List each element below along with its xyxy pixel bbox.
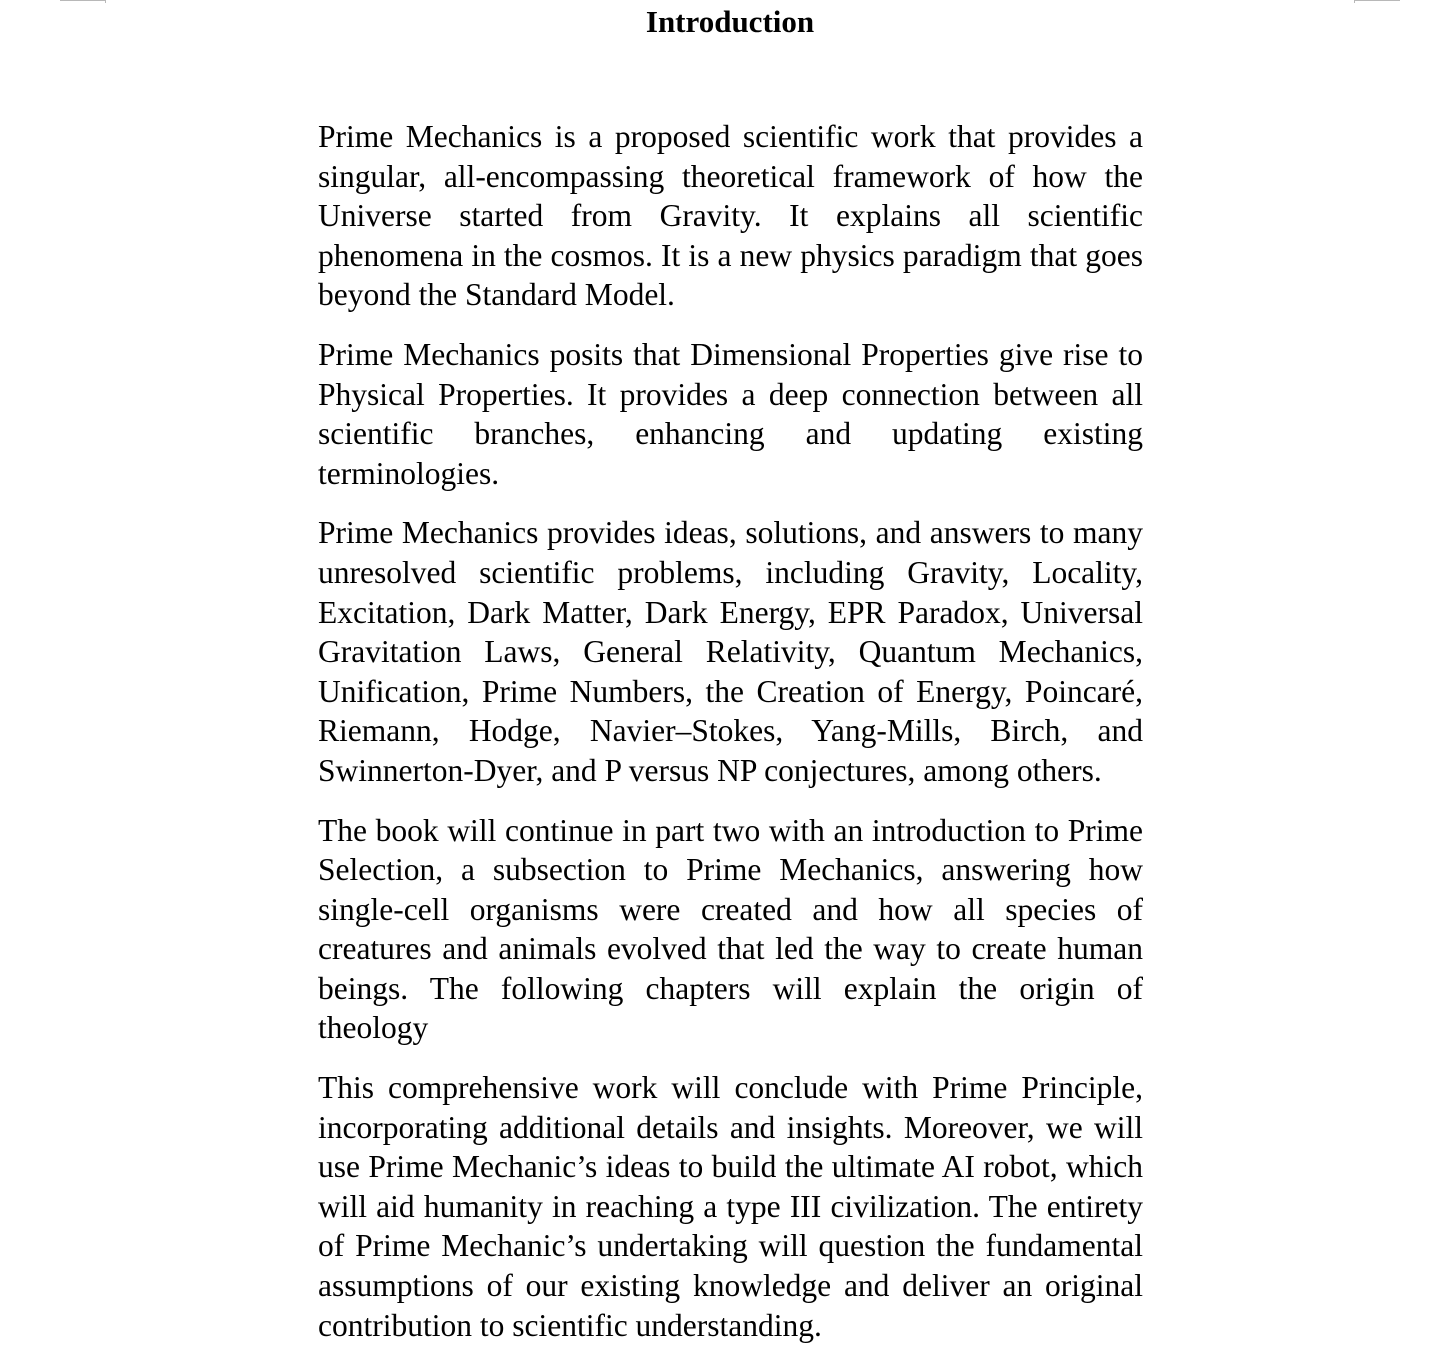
page-title: Introduction: [645, 4, 815, 39]
paragraph-2: Prime Mechanics posits that Dimensional Properties give rise to Physical Properties. It provides a deep connection between all scientific branches, enhancing and updating existing terminologies.: [318, 336, 1143, 491]
document-body: [318, 117, 1143, 1365]
paragraph-3: Prime Mechanics provides ideas, solutions, and answers to many unresolved scientific problems, including Gravity, Locality, Excitation, Dark Matter, Dark Energy, EPR Paradox, Universal Gravitation Laws, General Relativity, Quantum Mechanics, Unification, Prime Numbers, the Creation of Energy, Poincaré, Riemann, Hodge, Navier–Stokes, Yang-Mills, Birch, and Swinnerton-Dyer, and P versus NP conjectures, among others.: [318, 515, 1143, 788]
paragraph-5: This comprehensive work will conclude with Prime Principle, incorporating additional details and insights. Moreover, we will use Prime Mechanic’s ideas to build the ultimate AI robot, which will aid humanity in reaching a type III civilization. The entirety of Prime Mechanic’s undertaking will question the fundamental assumptions of our existing knowledge and deliver an original contribution to scientific understanding.: [318, 1070, 1143, 1343]
paragraph-1: Prime Mechanics is a proposed scientific work that provides a singular, all-encompassing theoretical framework of how the Universe started from Gravity. It explains all scientific phenomena in the cosmos. It is a new physics paradigm that goes beyond the Standard Model.: [318, 119, 1143, 313]
paragraph-4: The book will continue in part two with an introduction to Prime Selection, a subsection to Prime Mechanics, answering how single-cell organisms were created and how all species of creatures and animals evolved that led the way to create human beings. The following chapters will explain the origin of theology: [318, 812, 1143, 1046]
